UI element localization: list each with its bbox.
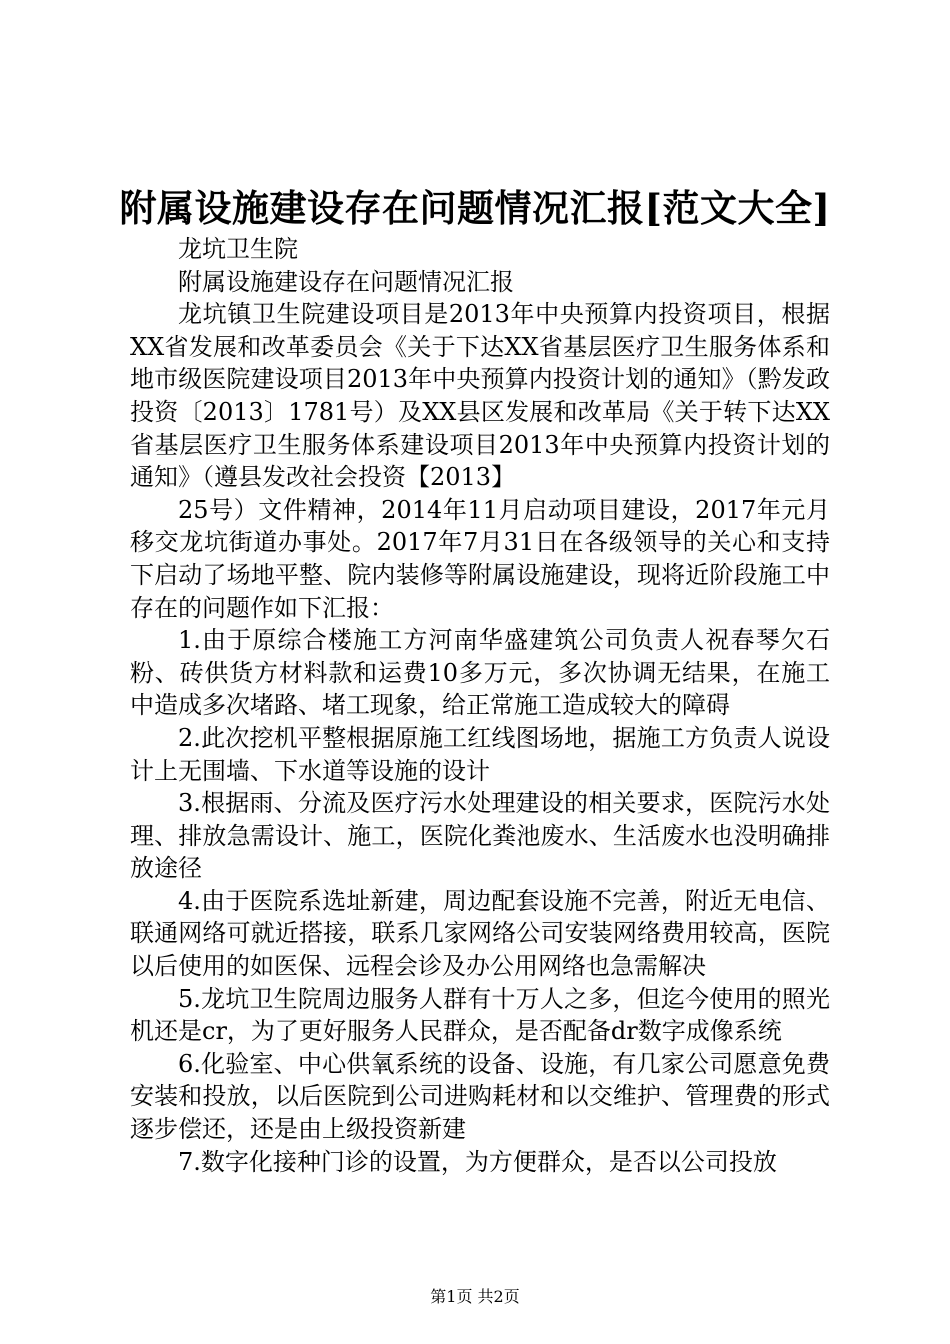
paragraph-item-4: 4.由于医院系选址新建，周边配套设施不完善，附近无电信、联通网络可就近搭接，联系几家网络公司安装网络费用较高，医院以后使用的如医保、远程会诊及办公用网络也急需解决 [130,886,830,981]
paragraph-item-3: 3.根据雨、分流及医疗污水处理建设的相关要求，医院污水处理、排放急需设计、施工，医院化粪池废水、生活废水也没明确排放途径 [130,789,830,883]
paragraph-subtitle: 附属设施建设存在问题情况汇报 [178,267,514,296]
document-body [130,233,830,1178]
paragraph-intro-continued: 25号）文件精神，2014年11月启动项目建设，2017年元月移交龙坑街道办事处。2017年7月31日在各级领导的关心和支持下启动了场地平整、院内装修等附属设施建设，现将近阶段施工中存在的问题作如下汇报： [130,495,830,622]
paragraph-organization: 龙坑卫生院 [178,235,298,263]
page-indicator: 第1页 共2页 [430,1287,520,1306]
paragraph-item-5: 5.龙坑卫生院周边服务人群有十万人之多，但迄今使用的照光机还是cr，为了更好服务人民群众，是否配备dr数字成像系统 [130,984,830,1046]
paragraph-item-2: 2.此次挖机平整根据原施工红线图场地，据施工方负责人说设计上无围墙、下水道等设施的设计 [130,723,830,785]
paragraph-item-7: 7.数字化接种门诊的设置，为方便群众，是否以公司投放 [178,1147,777,1176]
paragraph-item-6: 6.化验室、中心供氧系统的设备、设施，有几家公司愿意免费安装和投放，以后医院到公司进购耗材和以交维护、管理费的形式逐步偿还，还是由上级投资新建 [130,1049,830,1144]
document-title: 附属设施建设存在问题情况汇报[范文大全] [119,186,831,230]
paragraph-item-1: 1.由于原综合楼施工方河南华盛建筑公司负责人祝春琴欠石粉、砖供货方材料款和运费10多万元，多次协调无结果，在施工中造成多次堵路、堵工现象，给正常施工造成较大的障碍 [130,626,830,720]
paragraph-intro: 龙坑镇卫生院建设项目是2013年中央预算内投资项目，根据XX省发展和改革委员会《关于下达XX省基层医疗卫生服务体系和地市级医院建设项目2013年中央预算内投资计划的通知》（黔发政投资〔2013〕1781号）及XX县区发展和改革局《关于转下达XX省基层医疗卫生服务体系建设项目2013年中央预算内投资计划的通知》（遵县发改社会投资【2013】 [130,300,830,492]
